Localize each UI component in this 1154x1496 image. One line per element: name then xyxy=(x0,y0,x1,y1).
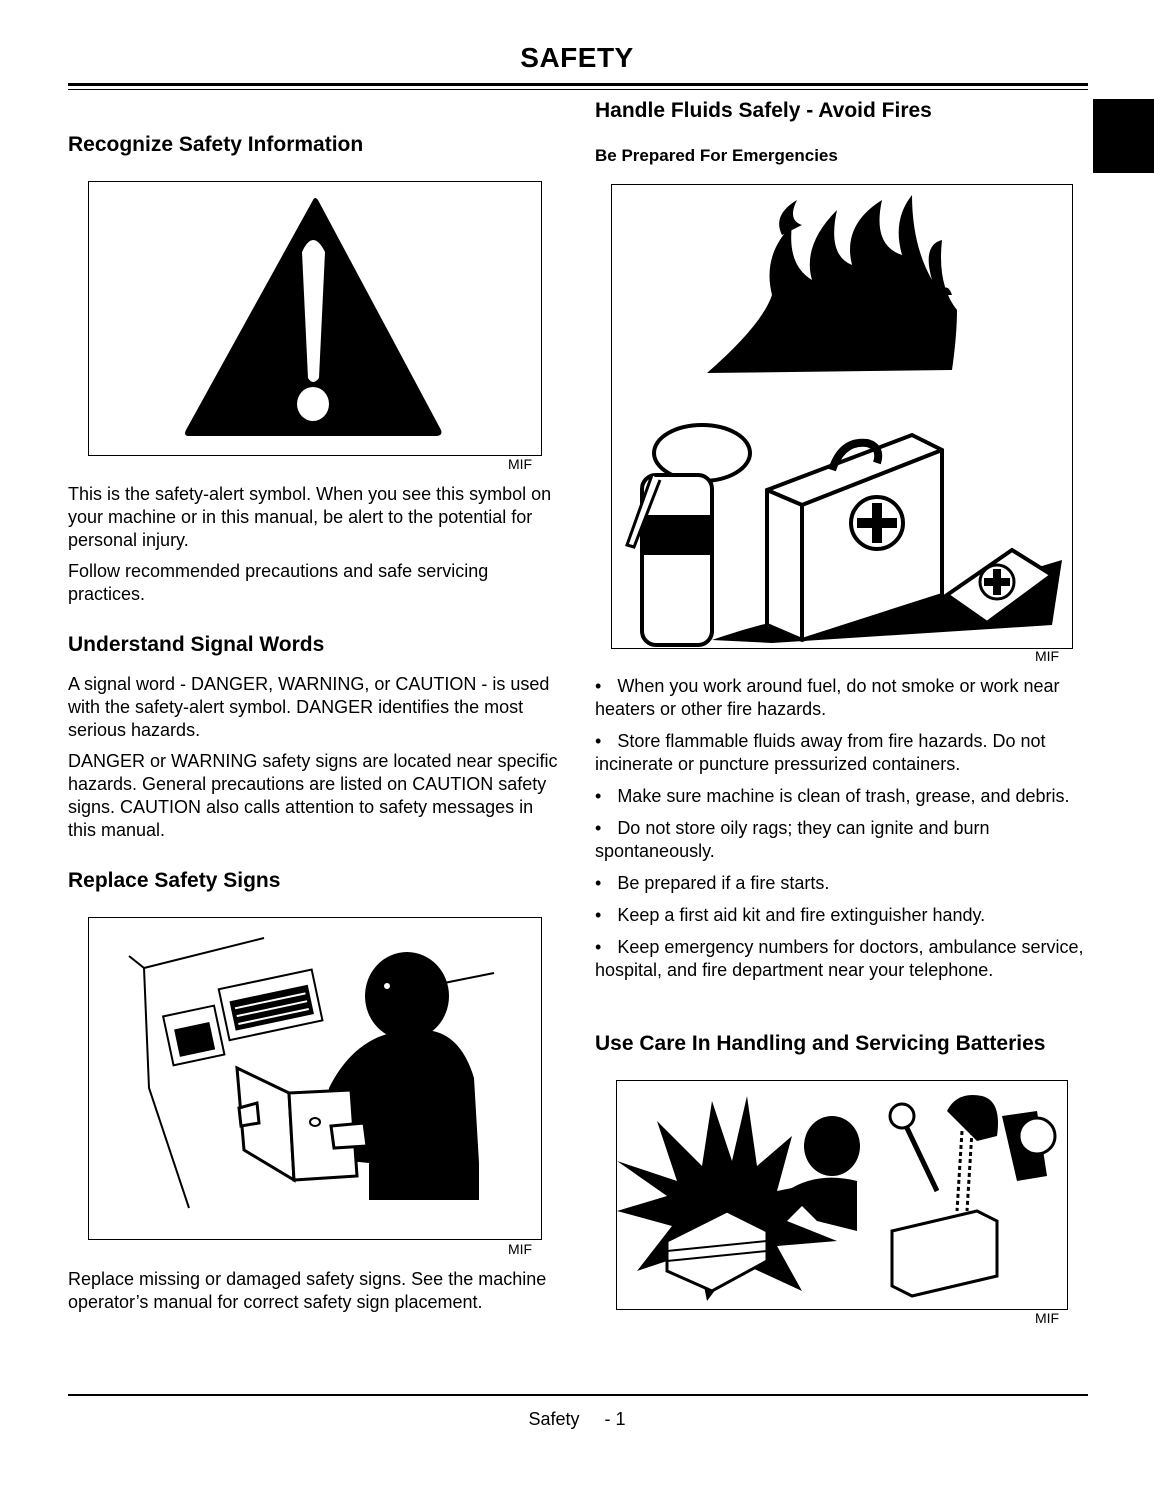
footer-rule xyxy=(68,1394,1088,1396)
figure-fire-emergency-equipment xyxy=(611,184,1073,649)
list-item-text: Keep emergency numbers for doctors, ambulance service, hospital, and fire department near your telephone. xyxy=(595,937,1084,980)
header-rule-thin xyxy=(68,89,1088,90)
footer-page-number: - 1 xyxy=(604,1409,626,1429)
bullet-list xyxy=(595,675,1091,982)
paragraph: DANGER or WARNING safety signs are located near specific hazards. General precautions are listed on CAUTION safety signs. CAUTION also calls attention to safety messages in this manual. xyxy=(68,751,558,840)
footer-section: Safety xyxy=(528,1409,580,1429)
subheading-be-prepared: Be Prepared For Emergencies xyxy=(595,146,838,165)
heading-replace-safety-signs: Replace Safety Signs xyxy=(68,869,281,892)
heading-recognize-safety-information: Recognize Safety Information xyxy=(68,133,364,156)
paragraph: A signal word - DANGER, WARNING, or CAUTION - is used with the safety-alert symbol. DANGER identifies the most serious hazards. xyxy=(68,674,550,740)
figure-caption: MIF xyxy=(1035,648,1060,664)
bullet-dot: • xyxy=(595,905,602,925)
list-item xyxy=(595,817,1091,863)
fire-extinguisher-first-aid-icon xyxy=(612,185,1072,648)
section-tab-marker xyxy=(1093,99,1154,173)
list-item xyxy=(595,904,1091,927)
battery-explosion-icon xyxy=(617,1081,1067,1309)
paragraph: This is the safety-alert symbol. When you see this symbol on your machine or in this manual, be alert to the potential for personal injury. xyxy=(68,484,552,550)
list-item xyxy=(595,730,1091,776)
person-reading-manual-icon xyxy=(89,918,541,1239)
figure-safety-alert-symbol xyxy=(88,181,542,456)
bullet-dot: • xyxy=(595,873,602,893)
list-item-text: Make sure machine is clean of trash, grease, and debris. xyxy=(617,786,1070,806)
list-item-text: When you work around fuel, do not smoke or work near heaters or other fire hazards. xyxy=(595,676,1060,719)
bullet-dot: • xyxy=(595,818,602,838)
bullet-dot: • xyxy=(595,676,602,696)
list-item xyxy=(595,936,1091,982)
bullet-dot: • xyxy=(595,731,602,751)
list-item xyxy=(595,872,1091,895)
list-item-text: Store flammable fluids away from fire hazards. Do not incinerate or puncture pressurized containers. xyxy=(595,731,1046,774)
list-item xyxy=(595,785,1091,808)
list-item-text: Keep a first aid kit and fire extinguisher handy. xyxy=(617,905,986,925)
heading-understand-signal-words: Understand Signal Words xyxy=(68,633,325,656)
figure-caption: MIF xyxy=(508,456,533,472)
list-item xyxy=(595,675,1091,721)
page-footer xyxy=(0,1409,1154,1430)
header-rule-thick xyxy=(68,83,1088,86)
paragraph: Follow recommended precautions and safe servicing practices. xyxy=(68,561,489,604)
paragraph: Replace missing or damaged safety signs. See the machine operator’s manual for correct safety sign placement. xyxy=(68,1269,547,1312)
page-title: SAFETY xyxy=(520,42,634,73)
heading-handle-fluids-safely: Handle Fluids Safely - Avoid Fires xyxy=(595,99,932,122)
figure-battery-hazards xyxy=(616,1080,1068,1310)
bullet-dot: • xyxy=(595,937,602,957)
list-item-text: Do not store oily rags; they can ignite and burn spontaneously. xyxy=(595,818,990,861)
figure-caption: MIF xyxy=(1035,1310,1060,1326)
bullet-dot: • xyxy=(595,786,602,806)
figure-replace-safety-signs xyxy=(88,917,542,1240)
safety-alert-triangle-icon xyxy=(89,182,541,455)
figure-caption: MIF xyxy=(508,1241,533,1257)
heading-batteries: Use Care In Handling and Servicing Batteries xyxy=(595,1032,1046,1055)
list-item-text: Be prepared if a fire starts. xyxy=(617,873,830,893)
